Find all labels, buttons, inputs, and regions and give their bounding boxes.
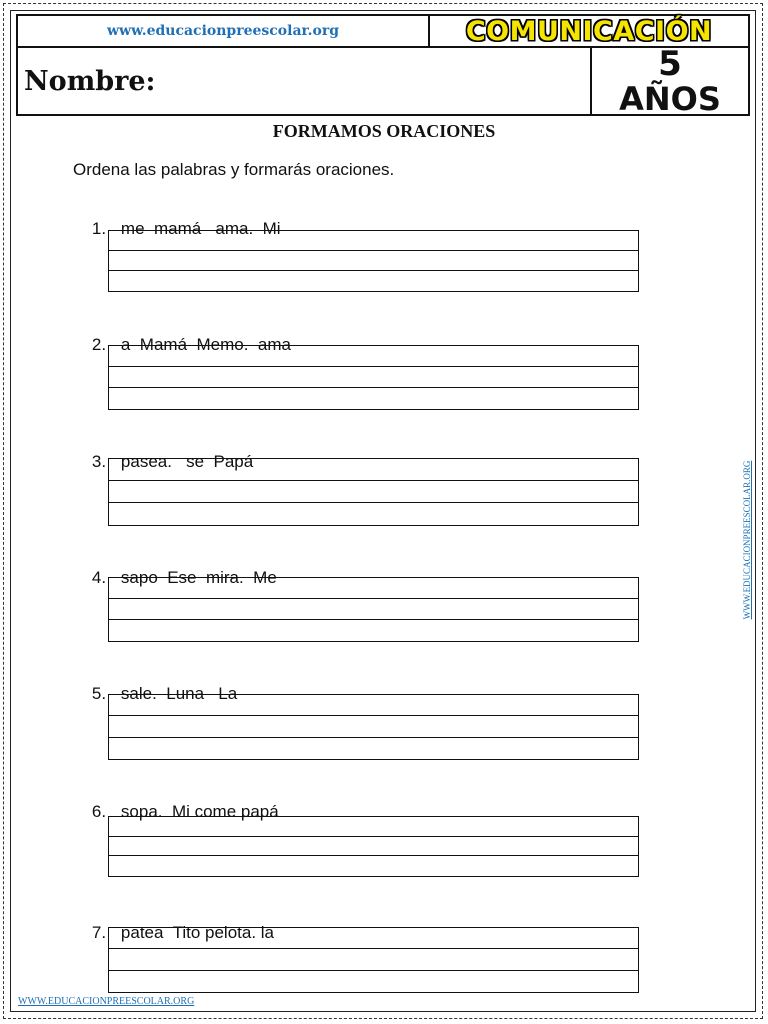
answer-lines[interactable] — [108, 345, 639, 410]
item-number: 4. — [91, 568, 107, 587]
age-number: 5 — [658, 44, 682, 84]
scrambled-words: me mamá ama. Mi — [120, 219, 281, 238]
item-number: 3. — [91, 452, 107, 471]
answer-lines[interactable] — [108, 816, 639, 877]
item-number: 2. — [91, 335, 107, 354]
scrambled-words: sale. Luna La — [120, 684, 238, 703]
answer-lines[interactable] — [108, 577, 639, 642]
scrambled-words: sopa. Mi come papá — [120, 802, 279, 821]
answer-lines[interactable] — [108, 458, 639, 526]
answer-lines[interactable] — [108, 694, 639, 760]
header-website-link[interactable]: www.educacionpreescolar.org — [18, 16, 430, 48]
age-unit: AÑOS — [619, 80, 721, 118]
instruction-text: Ordena las palabras y formarás oraciones. — [73, 160, 395, 179]
footer-website-link[interactable]: WWW.EDUCACIONPREESCOLAR.ORG — [18, 996, 195, 1007]
scrambled-words: sapo Ese mira. Me — [120, 568, 277, 587]
age-badge — [592, 44, 748, 118]
answer-lines[interactable] — [108, 230, 639, 292]
item-number: 1. — [91, 219, 107, 238]
worksheet-title: FORMAMOS ORACIONES — [272, 121, 496, 141]
scrambled-words: pasea. se Papá — [120, 452, 254, 471]
scrambled-words: patea Tito pelota. la — [120, 923, 275, 942]
answer-lines[interactable] — [108, 927, 639, 993]
item-number: 5. — [91, 684, 107, 703]
scrambled-words: a Mamá Memo. ama — [120, 335, 291, 354]
side-website-link[interactable]: WWW.EDUCACIONPREESCOLAR.ORG — [742, 460, 752, 620]
name-label: Nombre: — [18, 48, 592, 114]
item-number: 6. — [91, 802, 107, 821]
worksheet-header — [16, 14, 750, 116]
subject-title: COMUNICACIÓN — [430, 16, 748, 48]
item-number: 7. — [91, 923, 107, 942]
